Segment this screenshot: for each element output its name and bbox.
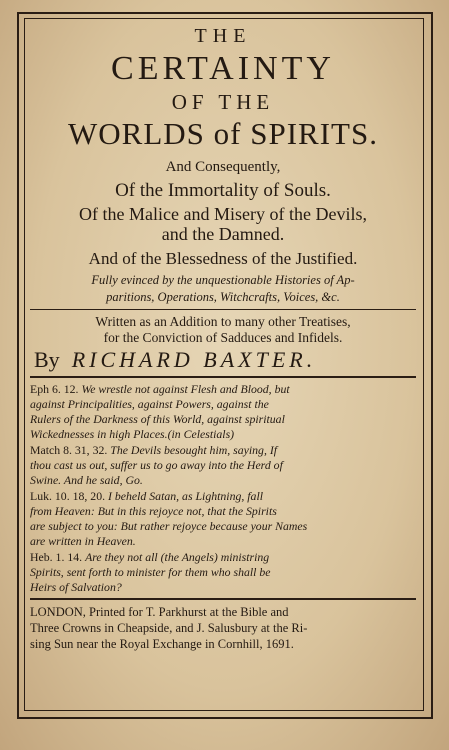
verse-text-line: Spirits, sent forth to minister for them who shall be	[30, 565, 271, 579]
divider-rule	[30, 598, 416, 600]
verse-text-line: Are they not all (the Angels) ministring	[85, 550, 270, 564]
subtitle-blessedness: And of the Blessedness of the Justified.	[88, 249, 358, 268]
imprint	[30, 604, 416, 652]
verse-ephesians	[30, 382, 416, 442]
verse-text-line: Heirs of Salvation?	[30, 580, 122, 594]
verse-hebrews	[30, 550, 416, 595]
title-line-the: THE	[194, 25, 252, 47]
addition-line-1: Written as an Addition to many other Treatises,	[95, 314, 351, 329]
title-line-of-the: OF THE	[171, 90, 275, 114]
verse-text-line: Swine. And he said, Go.	[30, 473, 143, 487]
subtitle-consequently: And Consequently,	[165, 159, 281, 175]
author-line	[30, 347, 416, 373]
subtitle-evinced-line-1: Fully evinced by the unquestionable Histories of Ap-	[91, 273, 355, 287]
verse-text-line: The Devils besought him, saying, If	[110, 443, 278, 457]
verse-ref: Match 8. 31, 32.	[30, 443, 108, 457]
title-line-certainty: CERTAINTY	[111, 50, 335, 87]
title-line-worlds-of-spirits: WORLDS of SPIRITS.	[68, 116, 378, 151]
verse-text-line: We wrestle not against Flesh and Blood, but	[81, 382, 290, 396]
author-name: RICHARD BAXTER.	[71, 347, 317, 372]
subtitle-evinced-line-2: paritions, Operations, Witchcrafts, Voices, &c.	[106, 290, 340, 304]
author-by: By	[34, 347, 60, 372]
verse-luke	[30, 489, 416, 549]
verse-text-line: Rulers of the Darkness of this World, against spiritual	[30, 412, 285, 426]
verse-ref: Eph 6. 12.	[30, 382, 79, 396]
subtitle-damned: and the Damned.	[161, 224, 285, 244]
imprint-line-3: sing Sun near the Royal Exchange in Cornhill, 1691.	[30, 637, 294, 651]
verse-text-line: against Principalities, against Powers, against the	[30, 397, 269, 411]
subtitle-immortality: Of the Immortality of Souls.	[115, 180, 331, 201]
divider-rule	[30, 376, 416, 378]
subtitle-malice: Of the Malice and Misery of the Devils,	[79, 204, 367, 224]
imprint-line-1: LONDON, Printed for T. Parkhurst at the Bible and	[30, 605, 289, 619]
verse-text-line: I beheld Satan, as Lightning, fall	[108, 489, 263, 503]
verse-text-line: thou cast us out, suffer us to go away into the Herd of	[30, 458, 283, 472]
verse-text-line: Wickednesses in high Places.(in Celestials)	[30, 427, 235, 441]
verse-ref: Heb. 1. 14.	[30, 550, 83, 564]
imprint-line-2: Three Crowns in Cheapside, and J. Salusbury at the Ri-	[30, 621, 308, 635]
verse-text-line: from Heaven: But in this rejoyce not, that the Spirits	[30, 504, 277, 518]
divider-rule	[30, 309, 416, 310]
verse-text-line: are written in Heaven.	[30, 534, 136, 548]
addition-line-2: for the Conviction of Sadduces and Infidels.	[103, 330, 343, 345]
verse-ref: Luk. 10. 18, 20.	[30, 489, 106, 503]
verse-matthew	[30, 443, 416, 488]
title-page-content	[30, 22, 416, 652]
verse-text-line: are subject to you: But rather rejoyce because your Names	[30, 519, 308, 533]
